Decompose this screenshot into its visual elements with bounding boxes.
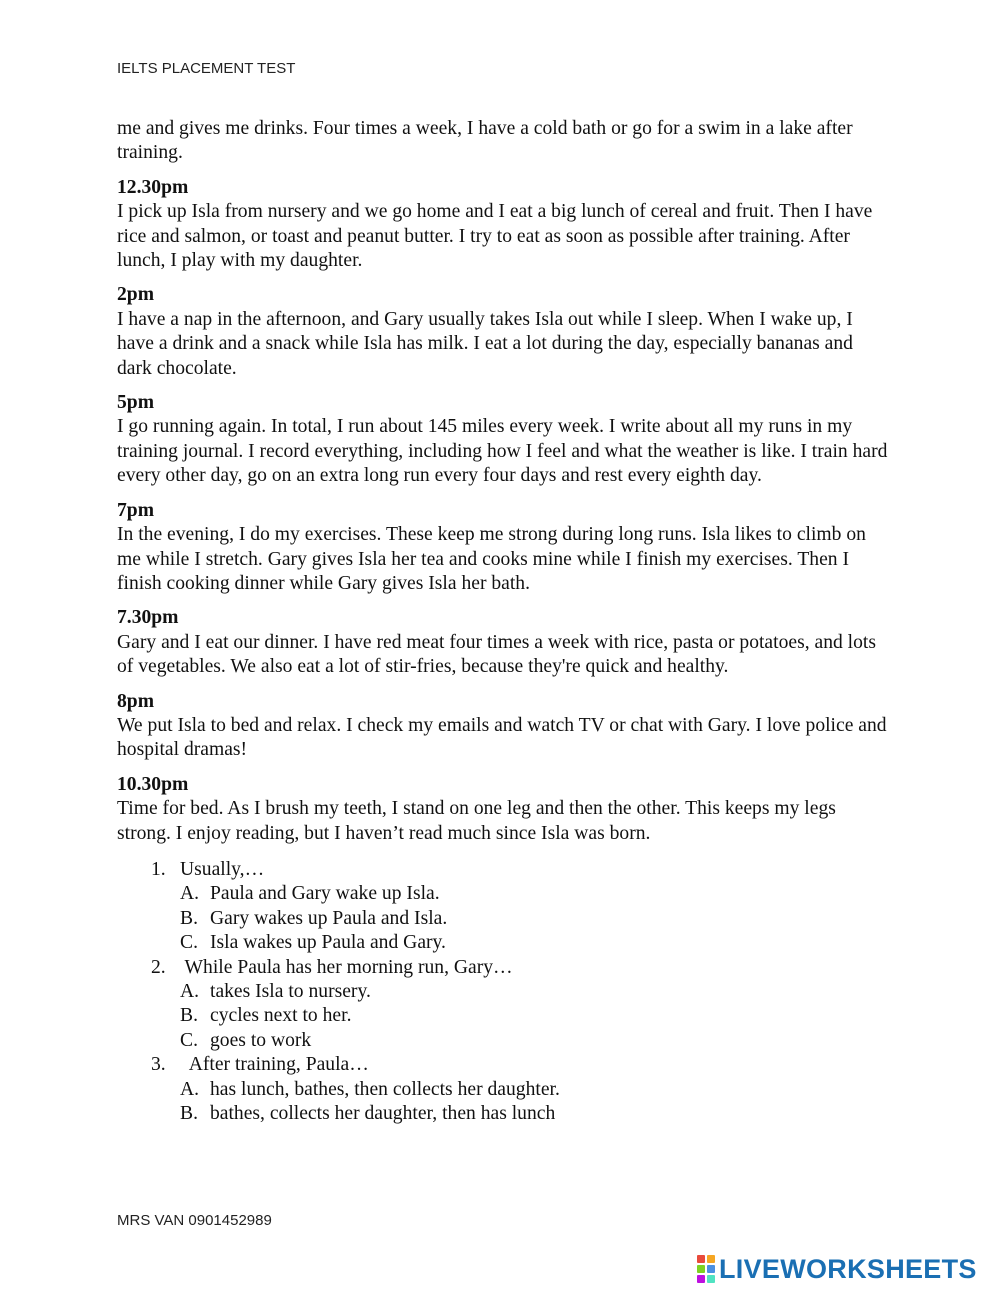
answer-option[interactable] bbox=[117, 931, 892, 955]
schedule-section bbox=[117, 176, 892, 274]
schedule-section bbox=[117, 606, 892, 679]
logo-square bbox=[697, 1265, 705, 1273]
option-text: Paula and Gary wake up Isla. bbox=[210, 883, 440, 905]
option-letter: B. bbox=[180, 1005, 198, 1027]
answer-option[interactable] bbox=[117, 1102, 892, 1126]
question-text: After training, Paula… bbox=[180, 1054, 369, 1076]
answer-option[interactable] bbox=[117, 1004, 892, 1028]
question-text: While Paula has her morning run, Gary… bbox=[180, 956, 513, 978]
option-text: Gary wakes up Paula and Isla. bbox=[210, 907, 448, 929]
section-text: In the evening, I do my exercises. These keep me strong during long runs. Isla likes to climb on me while I stretch. Gary gives Isla her tea and cooks mine while I finish my exercises. Then I finish cooking dinner while Gary gives Isla her bath. bbox=[117, 524, 866, 594]
option-text: bathes, collects her daughter, then has lunch bbox=[210, 1103, 556, 1125]
question-text: Usually,… bbox=[180, 858, 265, 880]
schedule-sections bbox=[117, 176, 892, 846]
option-letter: B. bbox=[180, 907, 198, 929]
page-footer: MRS VAN 0901452989 bbox=[117, 1212, 272, 1229]
option-letter: A. bbox=[180, 883, 200, 905]
schedule-section bbox=[117, 283, 892, 381]
section-text: I have a nap in the afternoon, and Gary usually takes Isla out while I sleep. When I wake up, I have a drink and a snack while Isla has milk. I eat a lot during the day, especially bananas and dark chocolate. bbox=[117, 308, 853, 379]
logo-square bbox=[707, 1265, 715, 1273]
logo-square bbox=[707, 1275, 715, 1283]
question-item bbox=[117, 1053, 892, 1077]
document-body bbox=[117, 117, 892, 1126]
option-letter: C. bbox=[180, 1029, 198, 1051]
logo-icon bbox=[697, 1255, 715, 1283]
schedule-section bbox=[117, 690, 892, 763]
answer-option[interactable] bbox=[117, 907, 892, 931]
logo-text: LIVEWORKSHEETS bbox=[719, 1253, 977, 1284]
option-letter: B. bbox=[180, 1103, 198, 1125]
question-number: 2. bbox=[151, 956, 166, 978]
liveworksheets-logo bbox=[697, 1253, 977, 1285]
answer-option[interactable] bbox=[117, 1029, 892, 1053]
answer-option[interactable] bbox=[117, 882, 892, 906]
question-item bbox=[117, 858, 892, 882]
option-text: has lunch, bathes, then collects her daughter. bbox=[210, 1078, 560, 1100]
option-text: takes Isla to nursery. bbox=[210, 981, 371, 1002]
option-text: Isla wakes up Paula and Gary. bbox=[210, 932, 446, 954]
section-time: 5pm bbox=[117, 392, 155, 414]
logo-square bbox=[707, 1255, 715, 1263]
answer-option[interactable] bbox=[117, 980, 892, 1004]
option-text: goes to work bbox=[210, 1029, 312, 1051]
section-time: 2pm bbox=[117, 284, 155, 306]
option-letter: C. bbox=[180, 932, 198, 954]
section-time: 10.30pm bbox=[117, 773, 189, 795]
logo-square bbox=[697, 1275, 705, 1283]
intro-paragraph: me and gives me drinks. Four times a week, I have a cold bath or go for a swim in a lake after training. bbox=[117, 118, 853, 164]
section-text: Time for bed. As I brush my teeth, I stand on one leg and then the other. This keeps my legs strong. I enjoy reading, but I haven’t read much since Isla was born. bbox=[117, 798, 836, 844]
section-time: 7.30pm bbox=[117, 607, 179, 629]
section-text: We put Isla to bed and relax. I check my emails and watch TV or chat with Gary. I love police and hospital dramas! bbox=[117, 714, 887, 761]
section-time: 7pm bbox=[117, 499, 155, 521]
question-number: 3. bbox=[151, 1054, 166, 1076]
answer-option[interactable] bbox=[117, 1078, 892, 1102]
section-time: 8pm bbox=[117, 690, 155, 712]
option-letter: A. bbox=[180, 981, 200, 1002]
question-list bbox=[117, 858, 892, 1126]
schedule-section bbox=[117, 391, 892, 489]
section-time: 12.30pm bbox=[117, 176, 189, 198]
section-text: I go running again. In total, I run about 145 miles every week. I write about all my runs in my training journal. I record everything, including how I feel and what the weather is like. I train hard every other day, go on an extra long run every four days and rest every eighth day. bbox=[117, 416, 888, 487]
question-item bbox=[117, 956, 892, 980]
question-number: 1. bbox=[151, 858, 166, 880]
section-text: Gary and I eat our dinner. I have red meat four times a week with rice, pasta or potatoes, and lots of vegetables. We also eat a lot of stir-fries, because they're quick and healthy. bbox=[117, 631, 876, 678]
option-letter: A. bbox=[180, 1078, 200, 1100]
section-text: I pick up Isla from nursery and we go home and I eat a big lunch of cereal and fruit. Then I have rice and salmon, or toast and peanut butter. I try to eat as soon as possible after training. After lunch, I play with my daughter. bbox=[117, 201, 873, 272]
option-text: cycles next to her. bbox=[210, 1005, 352, 1027]
schedule-section bbox=[117, 499, 892, 597]
schedule-section bbox=[117, 773, 892, 846]
page-header: IELTS PLACEMENT TEST bbox=[117, 60, 296, 77]
logo-square bbox=[697, 1255, 705, 1263]
